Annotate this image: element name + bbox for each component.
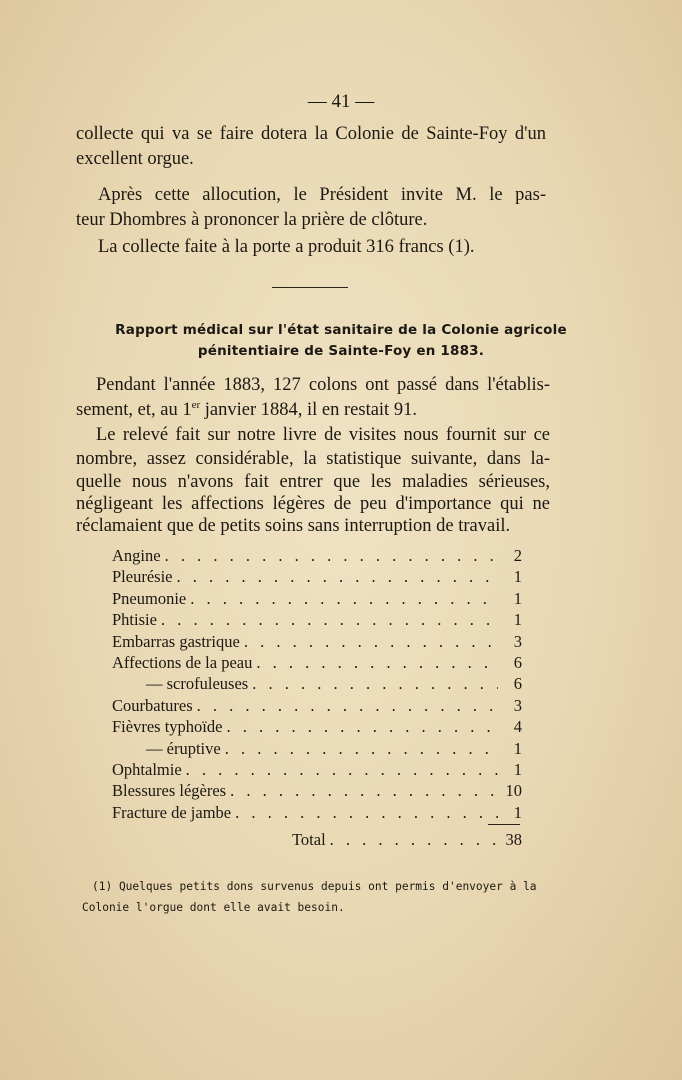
table-row [112,739,522,760]
case-count: 4 [513,717,522,737]
disease-label: Pleurésie [112,567,173,587]
case-count: 3 [513,695,522,715]
table-row [112,717,522,738]
text-line: quelle nous n'avons fait entrer que les maladies sérieuses, [76,472,550,492]
disease-label: Angine [112,546,161,565]
disease-label: Pneumonie [112,588,187,608]
leader-dots [222,717,498,737]
total-row [292,830,522,851]
report-title: Rapport médical sur l'état sanitaire de la Colonie agricole [115,322,567,338]
disease-label: Embarras gastrique [112,631,240,651]
disease-label: Blessures légères [112,781,227,801]
leader-dots [252,653,498,673]
table-row [112,803,522,824]
table-row [112,760,522,781]
leader-dots [186,589,498,609]
leader-dots [326,830,498,850]
disease-label: Fièvres typhoïde [112,717,223,737]
page-number: — 41 — [307,91,375,112]
footnote-line: (1) Quelques petits dons survenus depuis ont permis d'envoyer à la [92,880,537,893]
text-line: sement, et, au 1er janvier 1884, il en restait 91. [76,398,417,420]
table-row [112,546,522,567]
text-line: excellent orgue. [76,149,194,169]
case-count: 6 [513,653,522,672]
case-count: 2 [513,546,522,565]
table-row [112,653,522,674]
total-value: 38 [505,830,522,849]
text-line: nombre, assez considérable, la statistique suivante, dans la- [76,449,550,469]
footnote-line: Colonie l'orgue dont elle avait besoin. [82,901,345,914]
table-row [112,781,522,802]
text-line: négligeant les affections légères de peu d'importance qui ne [76,494,550,514]
text-line: réclamaient que de petits soins sans interruption de travail. [76,516,511,536]
disease-label: — éruptive [146,738,221,758]
report-title: pénitentiaire de Sainte-Foy en 1883. [197,343,485,359]
leader-dots [248,674,498,694]
case-count: 6 [513,674,522,694]
case-count: 1 [513,760,522,779]
leader-dots [157,610,498,630]
case-count: 1 [513,567,522,587]
disease-label: Fracture de jambe [112,802,232,822]
text-line: teur Dhombres à prononcer la prière de clôture. [76,210,428,230]
disease-label: Ophtalmie [112,760,182,779]
text-line: Le relevé fait sur notre livre de visites nous fournit sur ce [96,425,550,445]
disease-label: Phtisie [112,610,157,630]
case-count: 3 [513,631,522,651]
disease-label: Affections de la peau [112,653,253,672]
table-row [112,567,522,588]
case-count: 1 [513,610,522,630]
text-line: La collecte faite à la porte a produit 316 francs (1). [98,237,475,257]
total-label: Total [292,830,326,849]
sum-rule [488,824,520,825]
text-line: Pendant l'année 1883, 127 colons ont passé dans l'établis- [96,375,550,395]
case-count: 1 [513,802,522,822]
leader-dots [240,632,498,652]
leader-dots [193,696,498,716]
table-row [112,696,522,717]
disease-label: — scrofuleuses [146,674,249,694]
case-count: 1 [513,738,522,758]
text-line: Après cette allocution, le Président invite M. le pas- [98,185,546,205]
table-row [112,674,522,695]
leader-dots [182,760,498,780]
section-divider [272,287,348,288]
leader-dots [161,546,498,566]
text-line: collecte qui va se faire dotera la Colonie de Sainte-Foy d'un [76,124,546,144]
case-count: 1 [513,588,522,608]
table-row [112,632,522,653]
leader-dots [221,739,498,759]
leader-dots [231,803,498,823]
table-row [112,589,522,610]
case-count: 10 [505,781,522,801]
disease-label: Courbatures [112,695,193,715]
leader-dots [226,781,498,801]
table-row [112,610,522,631]
leader-dots [172,567,498,587]
